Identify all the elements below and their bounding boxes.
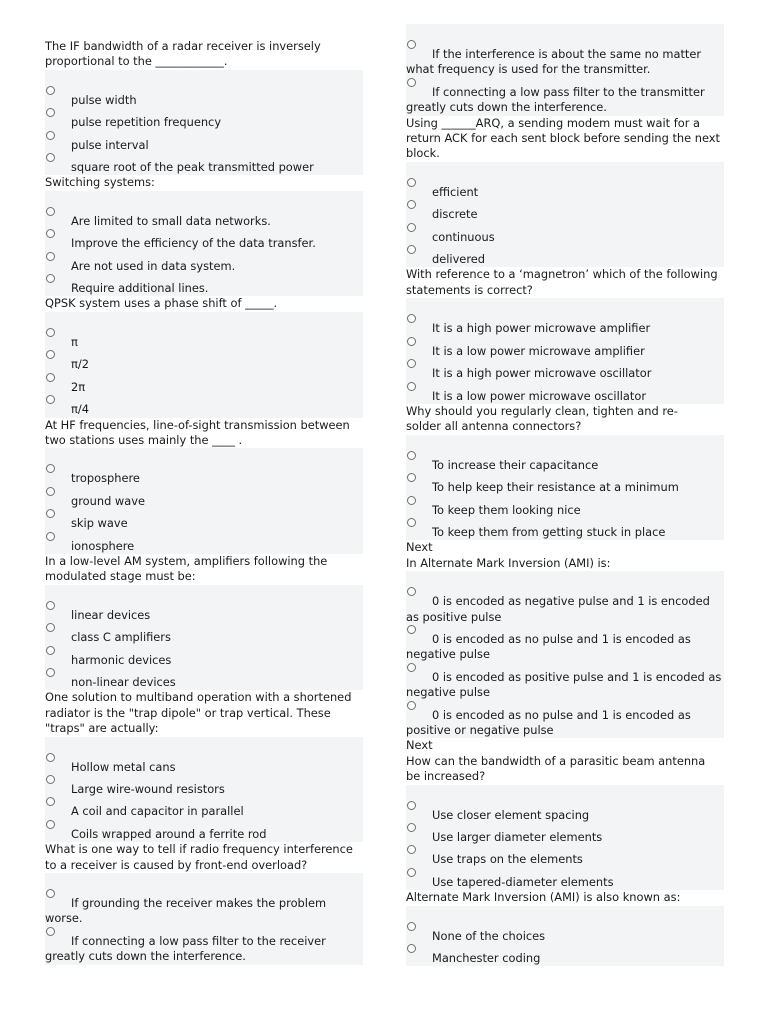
answer-option[interactable]: [406, 823, 724, 845]
option-label: skip wave: [71, 516, 128, 531]
option-label: ground wave: [71, 493, 145, 508]
answer-option[interactable]: [45, 509, 363, 531]
option-label: non-linear devices: [71, 674, 176, 689]
answer-option[interactable]: [406, 625, 724, 663]
option-label: If the interference is about the same no matter what frequency is used for the transmitter.: [406, 47, 702, 77]
answer-option[interactable]: [45, 207, 363, 229]
radio-button[interactable]: [407, 663, 416, 672]
answer-option[interactable]: [406, 473, 724, 495]
radio-button[interactable]: [46, 775, 55, 784]
question-text: With reference to a ‘magnetron’ which of the following statements is correct?: [406, 267, 718, 297]
question-text: How can the bandwidth of a parasitic beam antenna be increased?: [406, 753, 706, 784]
question-text: QPSK system uses a phase shift of _____.: [45, 296, 278, 311]
option-label: 2π: [71, 379, 86, 394]
radio-button[interactable]: [407, 868, 416, 877]
answer-option[interactable]: [45, 623, 363, 645]
answer-option[interactable]: [406, 587, 724, 625]
radio-button[interactable]: [407, 701, 416, 710]
radio-button[interactable]: [407, 78, 416, 87]
radio-button[interactable]: [407, 245, 416, 254]
question-text: One solution to multiband operation with a shortened radiator is the "trap dipole" or trap vertical. These "traps" are actually:: [45, 690, 352, 736]
radio-button[interactable]: [46, 328, 55, 337]
answer-option[interactable]: [45, 820, 363, 842]
answer-option[interactable]: [406, 801, 724, 823]
answer-option[interactable]: [406, 868, 724, 890]
radio-button[interactable]: [407, 223, 416, 232]
radio-button[interactable]: [407, 801, 416, 810]
answer-options: [45, 585, 363, 691]
option-label: π: [71, 334, 78, 349]
answer-option[interactable]: [45, 668, 363, 690]
answer-option[interactable]: [406, 200, 724, 222]
question-text: In Alternate Mark Inversion (AMI) is:: [406, 555, 611, 570]
answer-option[interactable]: [406, 496, 724, 518]
radio-button[interactable]: [407, 382, 416, 391]
radio-button[interactable]: [407, 40, 416, 49]
answer-option[interactable]: [45, 229, 363, 251]
option-label: Use tapered-diameter elements: [432, 874, 614, 889]
radio-button[interactable]: [407, 823, 416, 832]
option-label: pulse width: [71, 92, 137, 107]
radio-button[interactable]: [46, 646, 55, 655]
answer-option[interactable]: [45, 274, 363, 296]
option-label: Use traps on the elements: [432, 852, 583, 867]
radio-button[interactable]: [407, 178, 416, 187]
next-label: Next: [406, 540, 433, 555]
answer-option[interactable]: [45, 797, 363, 819]
answer-option[interactable]: [406, 518, 724, 540]
answer-options: [406, 298, 724, 404]
radio-button[interactable]: [46, 274, 55, 283]
option-label: Are not used in data system.: [71, 258, 236, 273]
question-text: Switching systems:: [45, 175, 155, 190]
option-label: 0 is encoded as negative pulse and 1 is encoded as positive pulse: [406, 594, 710, 624]
option-label: A coil and capacitor in parallel: [71, 804, 244, 819]
answer-option[interactable]: [406, 382, 724, 404]
right-column: [406, 39, 724, 966]
option-label: continuous: [432, 229, 495, 244]
question-text: At HF frequencies, line-of-sight transmission between two stations uses mainly the ____ .: [45, 417, 350, 447]
answer-option[interactable]: [45, 532, 363, 554]
answer-option[interactable]: [45, 252, 363, 274]
radio-button[interactable]: [46, 86, 55, 95]
answer-option[interactable]: [45, 889, 363, 927]
option-label: efficient: [432, 184, 479, 199]
answer-options: [45, 873, 363, 965]
answer-option[interactable]: [45, 131, 363, 153]
option-label: To increase their capacitance: [432, 457, 599, 472]
answer-option[interactable]: [45, 646, 363, 668]
option-label: Hollow metal cans: [71, 759, 176, 774]
option-label: delivered: [432, 252, 485, 267]
answer-option[interactable]: [406, 944, 724, 966]
answer-option[interactable]: [406, 451, 724, 473]
answer-option[interactable]: [406, 359, 724, 381]
option-label: To help keep their resistance at a minimum: [432, 480, 679, 495]
option-label: pulse interval: [71, 137, 149, 152]
answer-options: [406, 162, 724, 268]
option-label: It is a high power microwave amplifier: [432, 321, 651, 336]
answer-option[interactable]: [406, 178, 724, 200]
option-label: It is a low power microwave oscillator: [432, 388, 647, 403]
question-text: The IF bandwidth of a radar receiver is inversely proportional to the ____________.: [45, 39, 321, 69]
question-text: What is one way to tell if radio frequency interference to a receiver is caused by front-end overload?: [45, 842, 353, 872]
answer-option[interactable]: [45, 108, 363, 130]
radio-button[interactable]: [407, 944, 416, 953]
answer-option[interactable]: [406, 245, 724, 267]
answer-options: [45, 70, 363, 176]
answer-option[interactable]: [45, 350, 363, 372]
option-label: It is a high power microwave oscillator: [432, 366, 652, 381]
option-label: pulse repetition frequency: [71, 115, 222, 130]
radio-button[interactable]: [46, 153, 55, 162]
option-label: harmonic devices: [71, 652, 172, 667]
answer-options: [406, 24, 724, 116]
radio-button[interactable]: [407, 337, 416, 346]
answer-option[interactable]: [45, 927, 363, 965]
option-label: To keep them from getting stuck in place: [432, 524, 666, 539]
option-label: Improve the efficiency of the data transfer.: [71, 236, 316, 251]
answer-option[interactable]: [406, 922, 724, 944]
option-label: Use larger diameter elements: [432, 830, 603, 845]
radio-button[interactable]: [407, 625, 416, 634]
question-text: Why should you regularly clean, tighten and re- solder all antenna connectors?: [406, 403, 678, 434]
answer-option[interactable]: [45, 487, 363, 509]
next-label: Next: [406, 738, 433, 753]
radio-button[interactable]: [46, 889, 55, 898]
option-label: 0 is encoded as no pulse and 1 is encoded as negative pulse: [406, 631, 691, 662]
option-label: π/4: [71, 402, 89, 417]
answer-options: [45, 191, 363, 297]
option-label: If connecting a low pass filter to the transmitter greatly cuts down the interference.: [406, 84, 705, 115]
option-label: Require additional lines.: [71, 281, 209, 296]
option-label: Use closer element spacing: [432, 807, 590, 822]
radio-button[interactable]: [46, 601, 55, 610]
option-label: ionosphere: [71, 538, 135, 553]
answer-options: [406, 906, 724, 967]
question-text: Using ______ARQ, a sending modem must wait for a return ACK for each sent block before sending the next block.: [406, 115, 721, 161]
radio-button[interactable]: [46, 207, 55, 216]
option-label: class C amplifiers: [71, 630, 171, 645]
answer-option[interactable]: [406, 78, 724, 116]
option-label: Coils wrapped around a ferrite rod: [71, 826, 267, 841]
option-label: Are limited to small data networks.: [71, 213, 271, 228]
radio-button[interactable]: [46, 373, 55, 382]
answer-option[interactable]: [45, 601, 363, 623]
radio-button[interactable]: [407, 496, 416, 505]
option-label: If grounding the receiver makes the problem worse.: [45, 896, 327, 926]
radio-button[interactable]: [46, 753, 55, 762]
radio-button[interactable]: [46, 668, 55, 677]
answer-options: [406, 785, 724, 891]
answer-option[interactable]: [45, 373, 363, 395]
option-label: To keep them looking nice: [432, 502, 581, 517]
radio-button[interactable]: [46, 532, 55, 541]
radio-button[interactable]: [407, 518, 416, 527]
answer-option[interactable]: [45, 153, 363, 175]
option-label: 0 is encoded as no pulse and 1 is encoded as positive or negative pulse: [406, 707, 691, 737]
answer-option[interactable]: [45, 775, 363, 797]
option-label: It is a low power microwave amplifier: [432, 343, 645, 358]
option-label: None of the choices: [432, 928, 546, 943]
option-label: discrete: [432, 207, 478, 222]
answer-option[interactable]: [45, 328, 363, 350]
answer-options: [45, 448, 363, 554]
answer-option[interactable]: [406, 845, 724, 867]
answer-options: [45, 737, 363, 843]
answer-option[interactable]: [406, 701, 724, 739]
answer-option[interactable]: [45, 464, 363, 486]
option-label: π/2: [71, 357, 89, 372]
option-label: square root of the peak transmitted power: [71, 160, 314, 175]
radio-button[interactable]: [46, 487, 55, 496]
radio-button[interactable]: [46, 131, 55, 140]
answer-options: [406, 571, 724, 738]
radio-button[interactable]: [46, 252, 55, 261]
left-column: [45, 39, 363, 965]
question-text: In a low-level AM system, amplifiers following the modulated stage must be:: [45, 553, 328, 584]
answer-options: [406, 435, 724, 541]
answer-option[interactable]: [406, 40, 724, 78]
answer-option[interactable]: [45, 86, 363, 108]
radio-button[interactable]: [407, 922, 416, 931]
answer-option[interactable]: [406, 223, 724, 245]
radio-button[interactable]: [46, 927, 55, 936]
answer-option[interactable]: [406, 314, 724, 336]
answer-option[interactable]: [406, 337, 724, 359]
option-label: Manchester coding: [432, 951, 541, 966]
option-label: Large wire-wound resistors: [71, 782, 225, 796]
radio-button[interactable]: [46, 820, 55, 829]
answer-options: [45, 312, 363, 418]
option-label: linear devices: [71, 607, 151, 622]
option-label: troposphere: [71, 471, 140, 486]
answer-option[interactable]: [45, 753, 363, 775]
answer-option[interactable]: [406, 663, 724, 701]
radio-button[interactable]: [407, 451, 416, 460]
option-label: If connecting a low pass filter to the receiver greatly cuts down the interference.: [45, 933, 326, 964]
question-text: Alternate Mark Inversion (AMI) is also known as:: [406, 890, 681, 905]
option-label: 0 is encoded as positive pulse and 1 is encoded as negative pulse: [406, 669, 722, 700]
answer-option[interactable]: [45, 395, 363, 417]
